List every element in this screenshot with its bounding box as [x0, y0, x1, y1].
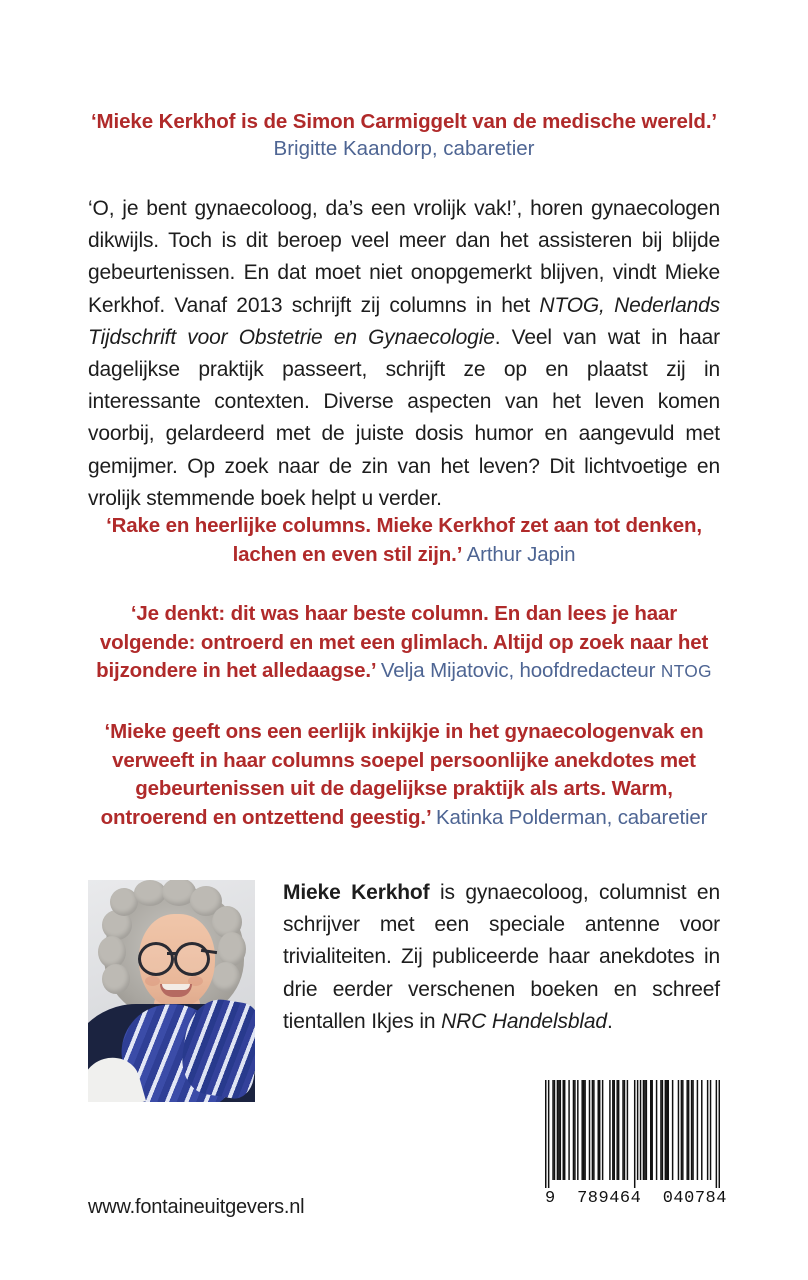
blurb-4-attribution: Katinka Polderman, cabaretier — [435, 805, 708, 829]
author-name: Mieke Kerkhof — [283, 881, 430, 904]
barcode-bars — [545, 1080, 720, 1188]
blurb-3-attribution: Velja Mijatovic, hoofdredacteur — [380, 659, 661, 682]
description-text-2: . Veel van wat in haar dagelijkse praktijk passeert, schrijft ze op en plaatst zij in interessante contexten. Diverse aspecten van het leven komen voorbij, gelardeerd met de juiste dosis humor en aangevuld met gemijmer. Op zoek naar de zin van het leven? Dit lichtvoetige en vrolijk stemmende boek helpt u verder. — [88, 325, 721, 510]
newspaper-title-italic: NRC Handelsblad — [441, 1009, 607, 1033]
description-paragraph — [88, 193, 720, 515]
hair-curl-icon — [102, 964, 130, 994]
blurb-top-attribution: Brigitte Kaandorp, cabaretier — [273, 137, 535, 160]
eyeglasses-bridge — [167, 952, 176, 955]
blurb-arthur-japin — [88, 512, 720, 569]
barcode-digits: 9 789464 040784 — [545, 1189, 727, 1208]
author-bio-text-2: . — [606, 1009, 613, 1033]
hair-curl-icon — [98, 936, 126, 968]
blurb-katinka-polderman — [88, 718, 720, 832]
author-bio-paragraph — [283, 877, 720, 1038]
author-photo — [88, 880, 255, 1102]
hair-curl-icon — [218, 932, 246, 966]
journal-title-italic: NTOG, Nederlands Tijdschrift voor Obstetrie en Gynaecologie — [88, 293, 721, 349]
barcode — [545, 1080, 727, 1208]
blurb-4-quote: ‘Mieke geeft ons een eerlijk inkijkje in het gynaecologenvak en verweeft in haar columns soepel persoonlijke anekdotes met gebeurtenissen uit de dagelijkse praktijk als arts. Warm, ontroerend en ontzettend geestig.’ — [100, 720, 704, 829]
blurb-3-quote: ‘Je denkt: dit was haar beste column. En dan lees je haar volgende: ontroerd en met een glimlach. Altijd op zoek naar het bijzondere in het alledaagse.’ — [96, 602, 709, 682]
blurb-2-quote: ‘Rake en heerlijke columns. Mieke Kerkhof zet aan tot denken, lachen en even stil zijn.’ — [106, 514, 702, 566]
teeth-shape — [162, 984, 190, 990]
blurb-velja-mijatovic — [88, 600, 720, 686]
author-bio — [283, 877, 720, 1038]
author-block — [88, 880, 720, 1110]
blurb-top-quote: ‘Mieke Kerkhof is de Simon Carmiggelt van de medische wereld.’ — [90, 110, 718, 133]
hair-curl-icon — [212, 962, 240, 992]
eyeglasses-icon — [174, 942, 210, 976]
back-cover-description — [88, 193, 720, 515]
blurb-4-line — [88, 718, 720, 832]
blurb-2-attribution: Arthur Japin — [466, 542, 576, 566]
blurb-top — [88, 108, 720, 163]
blurb-3-attribution-journal: NTOG — [660, 661, 712, 681]
portrait-illustration — [88, 880, 255, 1102]
author-bio-text-1: is gynaecoloog, columnist en schrijver met een speciale antenne voor trivialiteiten. Zij publiceerde haar anekdotes in drie eerder verschenen boeken en schreef tientallen Ikjes in — [283, 881, 720, 1033]
cheek-shape — [145, 976, 160, 986]
eyeglasses-icon — [138, 942, 174, 976]
blurb-2-line — [88, 512, 720, 569]
blurb-3-line — [88, 600, 720, 686]
publisher-website[interactable]: www.fontaineuitgevers.nl — [88, 1196, 305, 1218]
description-text-1: ‘O, je bent gynaecoloog, da’s een vrolijk vak!’, horen gynaecologen dikwijls. Toch is dit beroep veel meer dan het assisteren bij blijde gebeurtenissen. En dat moet niet onopgemerkt blijven, vindt Mieke Kerkhof. Vanaf 2013 schrijft zij columns in het — [88, 197, 720, 317]
